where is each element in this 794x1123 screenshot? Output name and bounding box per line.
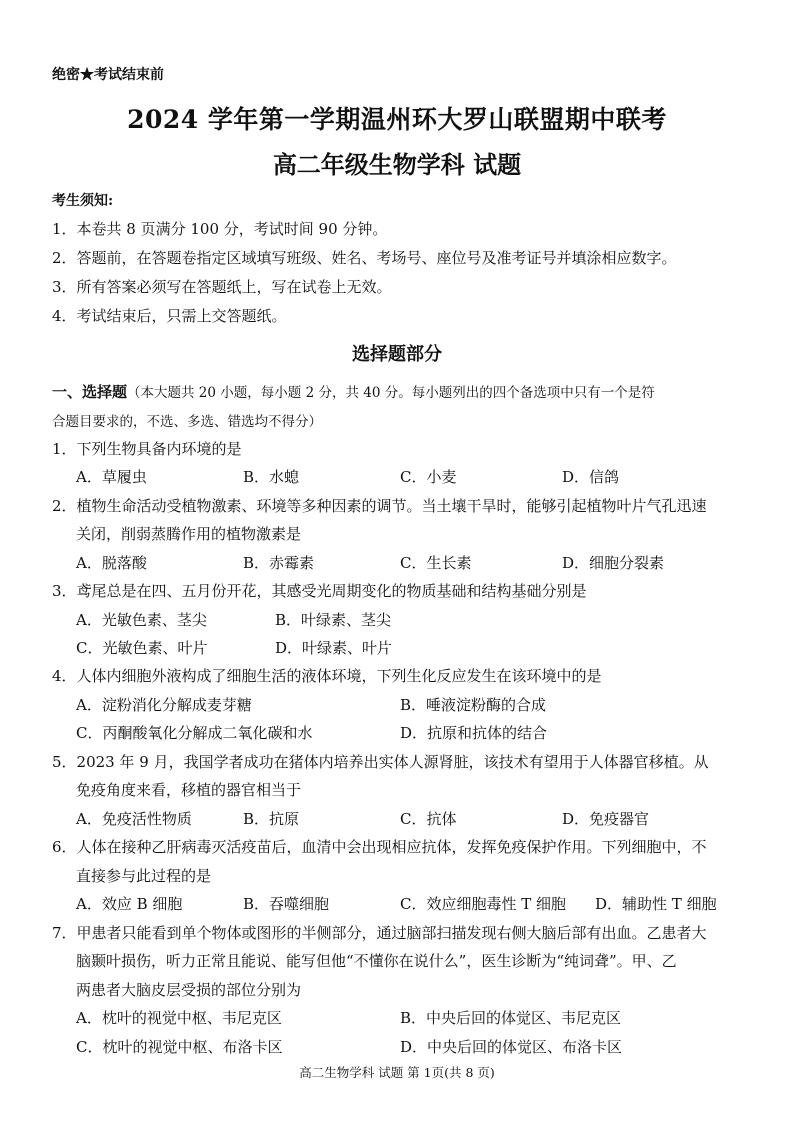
option: B．抗原	[243, 810, 300, 828]
question-stem: 2．植物生命活动受植物激素、环境等多种因素的调节。当土壤干旱时，能够引起植物叶片气孔迅速	[52, 497, 707, 515]
notice-item: 1．本卷共 8 页满分 100 分，考试时间 90 分钟。	[52, 220, 388, 238]
option: A．草履虫	[76, 468, 147, 486]
option: D．细胞分裂素	[562, 554, 665, 572]
question-stem: 关闭，削弱蒸腾作用的植物激素是	[76, 525, 302, 543]
option: D．免疫器官	[562, 810, 650, 828]
option: C．抗体	[400, 810, 457, 828]
question-stem: 7．甲患者只能看到单个物体或图形的半侧部分，通过脑部扫描发现右侧大脑后部有出血。乙患者大	[52, 924, 707, 942]
instruction-line: （本大题共 20 小题，每小题 2 分，共 40 分。每小题列出的四个备选项中只有一个是符	[127, 385, 655, 401]
section-title: 选择题部分	[352, 344, 442, 365]
secret-label: 绝密★考试结束前	[52, 67, 164, 83]
option: C．光敏色素、叶片	[76, 639, 208, 657]
option: B．叶绿素、茎尖	[275, 611, 392, 629]
option: D．中央后回的体觉区、布洛卡区	[400, 1038, 623, 1056]
page-footer: 高二生物学科 试题 第 1页(共 8 页)	[299, 1065, 495, 1080]
question-stem: 两患者大脑皮层受损的部位分别为	[76, 981, 302, 999]
exam-subtitle: 高二年级生物学科 试题	[272, 150, 522, 179]
option: C．效应细胞毒性 T 细胞	[400, 895, 567, 913]
option: C．小麦	[400, 468, 457, 486]
option: B．水螅	[243, 468, 300, 486]
option: D．抗原和抗体的结合	[400, 724, 548, 742]
option: A．脱落酸	[76, 554, 147, 572]
option: B．唾液淀粉酶的合成	[400, 696, 547, 714]
notice-item: 3．所有答案必须写在答题纸上，写在试卷上无效。	[52, 278, 392, 296]
option: C．丙酮酸氧化分解成二氧化碳和水	[76, 724, 313, 742]
question-stem: 脑颞叶损伤，听力正常且能说、能写但他“不懂你在说什么”，医生诊断为“纯词聋”。甲、乙	[76, 952, 677, 970]
question-stem: 5．2023 年 9 月，我国学者成功在猪体内培养出实体人源肾脏，该技术有望用于人体器官移植。从	[52, 753, 709, 771]
option: A．免疫活性物质	[76, 810, 192, 828]
option: D．叶绿素、叶片	[275, 639, 393, 657]
option: D．信鸽	[562, 468, 620, 486]
option: A．效应 B 细胞	[76, 895, 183, 913]
part-instruction	[52, 381, 655, 402]
question-stem: 6．人体在接种乙肝病毒灭活疫苗后，血清中会出现相应抗体，发挥免疫保护作用。下列细胞中，不	[52, 838, 707, 856]
notice-heading: 考生须知:	[52, 193, 114, 209]
option: B．赤霉素	[243, 554, 315, 572]
question-stem: 免疫角度来看，移植的器官相当于	[76, 781, 302, 799]
option: C．生长素	[400, 554, 472, 572]
option: C．枕叶的视觉中枢、布洛卡区	[76, 1038, 283, 1056]
option: B．中央后回的体觉区、韦尼克区	[400, 1009, 622, 1027]
option: A．枕叶的视觉中枢、韦尼克区	[76, 1009, 282, 1027]
exam-title: 2024 学年第一学期温州环大罗山联盟期中联考	[127, 105, 667, 134]
instruction-line: 合题目要求的，不选、多选、错选均不得分）	[52, 414, 322, 430]
question-stem: 3．鸢尾总是在四、五月份开花，其感受光周期变化的物质基础和结构基础分别是	[52, 582, 587, 600]
question-stem: 1．下列生物具备内环境的是	[52, 440, 242, 458]
notice-item: 4．考试结束后，只需上交答题纸。	[52, 307, 287, 325]
question-stem: 直接参与此过程的是	[76, 867, 212, 885]
part-heading: 一、选择题	[52, 383, 128, 401]
option: B．吞噬细胞	[243, 895, 330, 913]
option: A．淀粉消化分解成麦芽糖	[76, 696, 252, 714]
option: D．辅助性 T 细胞	[595, 895, 717, 913]
question-stem: 4．人体内细胞外液构成了细胞生活的液体环境，下列生化反应发生在该环境中的是	[52, 667, 602, 685]
notice-item: 2．答题前，在答题卷指定区域填写班级、姓名、考场号、座位号及准考证号并填涂相应数字。	[52, 249, 677, 267]
option: A．光敏色素、茎尖	[76, 611, 207, 629]
